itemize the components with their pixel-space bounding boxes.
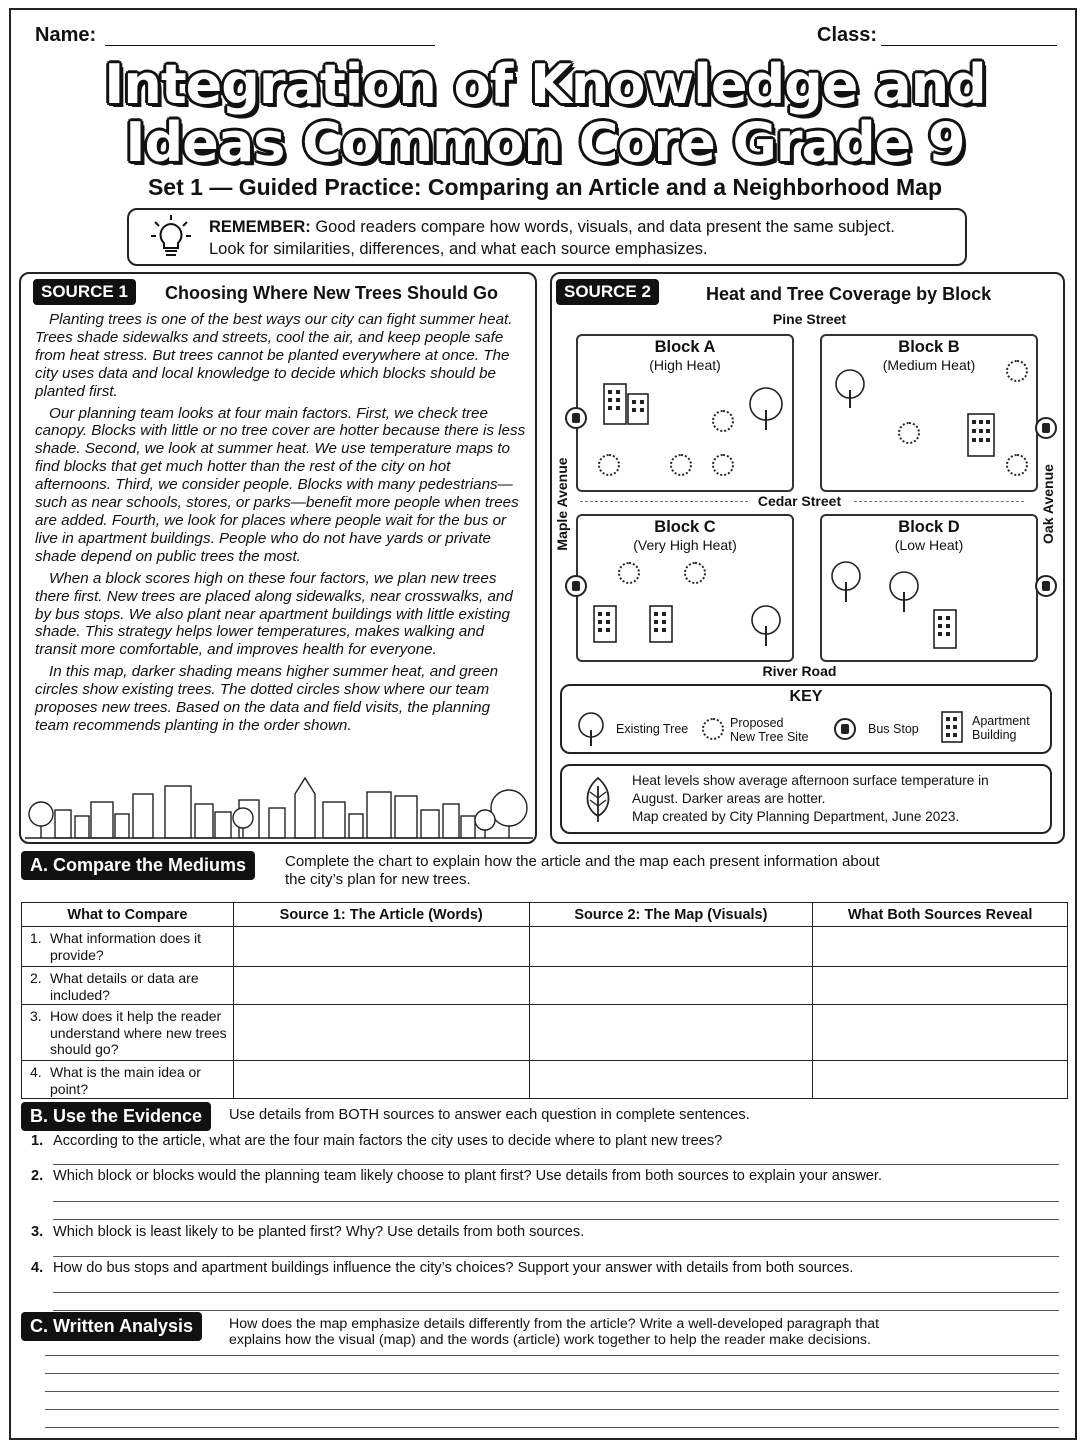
answer-cell[interactable] xyxy=(529,927,813,967)
article-paragraph-4: In this map, darker shading means higher summer heat, and green circles show existing trees. The dotted circles show where our team proposes new trees. Based on the data and field visits, the planning team recommends planting in the order shown. xyxy=(35,663,499,734)
block-c[interactable] xyxy=(576,514,794,662)
map-note-line-3: Map created by City Planning Department, June 2023. xyxy=(632,809,960,824)
row-text: What information does it provide? xyxy=(50,930,201,963)
section-c-instructions xyxy=(229,1316,879,1348)
bus-stop-icon xyxy=(1035,575,1057,597)
street-label-middle: Cedar Street xyxy=(757,493,842,509)
article-paragraph-3: When a block scores high on these four factors, we plan new trees there first. New trees are placed along sidewalks, near crosswalks, and by bus stops. We also plant near apartment buildings with little existing shade. This strategy helps lower temperatures, makes walking and transit more comfortable, and improves health for everyone. xyxy=(35,569,513,659)
class-field[interactable] xyxy=(881,24,1057,46)
cedar-street-line-left xyxy=(580,501,748,502)
key-apartment-label xyxy=(972,714,1030,742)
class-label: Class: xyxy=(817,24,878,46)
question-text: Which block or blocks would the planning team likely choose to plant first? Use details from both sources to explain your answer. xyxy=(53,1168,883,1184)
existing-tree-icon xyxy=(886,570,922,614)
existing-tree-icon xyxy=(828,560,864,604)
name-field[interactable] xyxy=(105,24,435,46)
table-header: Source 2: The Map (Visuals) xyxy=(529,903,813,927)
answer-cell[interactable] xyxy=(813,1061,1068,1099)
map-note xyxy=(560,764,1052,834)
answer-line[interactable] xyxy=(53,1256,1059,1257)
existing-tree-icon xyxy=(576,712,606,748)
apartment-icon xyxy=(592,604,618,644)
source2-panel xyxy=(550,272,1065,844)
lightbulb-icon xyxy=(149,214,193,260)
remember-label: REMEMBER: xyxy=(209,218,311,236)
key-proposed-line-1: Proposed xyxy=(730,716,784,730)
source1-panel xyxy=(19,272,537,844)
row-prompt xyxy=(22,1061,234,1099)
worksheet-page xyxy=(9,8,1077,1440)
answer-cell[interactable] xyxy=(233,967,529,1005)
leaf-icon xyxy=(580,776,616,824)
key-proposed-line-2: New Tree Site xyxy=(730,730,809,744)
remember-box xyxy=(127,208,967,266)
bus-stop-icon xyxy=(565,575,587,597)
map-note-line-2: August. Darker areas are hotter. xyxy=(632,791,826,806)
street-label-bottom: River Road xyxy=(762,663,837,679)
section-c-instructions-line-1: How does the map emphasize details differently from the article? Write a well-developed paragraph that xyxy=(229,1316,880,1332)
key-proposed-label xyxy=(730,716,809,744)
existing-tree-icon xyxy=(748,604,784,648)
bus-stop-icon xyxy=(565,407,587,429)
key-apartment-line-1: Apartment xyxy=(972,714,1030,728)
source2-tag: SOURCE 2 xyxy=(556,279,659,305)
street-label-top: Pine Street xyxy=(772,311,847,327)
question-text: According to the article, what are the four main factors the city uses to decide where to plant new trees? xyxy=(53,1133,723,1149)
answer-line[interactable] xyxy=(45,1409,1059,1410)
table-row xyxy=(22,927,1068,967)
row-prompt xyxy=(22,967,234,1005)
section-c-tag: C. Written Analysis xyxy=(21,1312,202,1341)
article-paragraph-2: Our planning team looks at four main factors. First, we check tree canopy. Blocks with little or no tree cover are hotter because there is less shade. Second, we look at summer heat. We use temperature maps to find blocks that get much hotter than the rest of the city on hot afternoons. Third, we consider people. Blocks with many pedestrians—such as near schools, stores, or parks—benefit more people when trees are added. Fourth, we look for places where people wait for the bus or live in apartment buildings. People who do not have yards or private shade depend on public trees the most. xyxy=(35,404,526,565)
remember-line-1: Good readers compare how words, visuals, and data present the same subject. xyxy=(315,218,895,236)
apartment-icon xyxy=(940,710,964,744)
remember-line-2: Look for similarities, differences, and what each source emphasizes. xyxy=(209,240,708,258)
apartment-icon xyxy=(966,412,996,458)
table-row xyxy=(22,1061,1068,1099)
answer-cell[interactable] xyxy=(233,927,529,967)
subtitle: Set 1 — Guided Practice: Comparing an Article and a Neighborhood Map xyxy=(147,174,943,200)
existing-tree-icon xyxy=(832,368,868,410)
answer-cell[interactable] xyxy=(813,967,1068,1005)
block-b[interactable] xyxy=(820,334,1038,492)
article-paragraph-1: Planting trees is one of the best ways our city can fight summer heat. Trees shade sidewalks and streets, cool the air, and keep people safe from heat stress. But trees cannot be planted everywhere at once. The city uses data and local knowledge to decide which blocks should be planted first. xyxy=(35,311,513,400)
answer-line[interactable] xyxy=(53,1219,1059,1220)
row-number: 1. xyxy=(30,930,42,946)
question-number: 4. xyxy=(31,1260,44,1276)
key-apartment-line-2: Building xyxy=(972,728,1017,742)
row-text: What details or data are included? xyxy=(50,970,199,1003)
source2-title: Heat and Tree Coverage by Block xyxy=(706,284,992,304)
street-label-right: Oak Avenue xyxy=(1040,464,1056,544)
row-text: What is the main idea or point? xyxy=(50,1064,201,1097)
answer-cell[interactable] xyxy=(529,967,813,1005)
map-key xyxy=(560,684,1052,754)
source1-title: Choosing Where New Trees Should Go xyxy=(165,283,499,303)
answer-line[interactable] xyxy=(53,1201,1059,1202)
title-line-1: Integration of Knowledge and xyxy=(104,53,986,116)
cedar-street-line-right xyxy=(854,501,1024,502)
key-existing-tree-label: Existing Tree xyxy=(616,722,689,736)
section-a-tag: A. Compare the Mediums xyxy=(21,851,255,880)
section-c-instructions-line-2: explains how the visual (map) and the words (article) work together to help the reader make decisions. xyxy=(229,1332,871,1348)
block-a[interactable] xyxy=(576,334,794,492)
source1-article xyxy=(35,311,527,739)
answer-line[interactable] xyxy=(45,1355,1059,1356)
name-label: Name: xyxy=(35,24,97,46)
block-d-name: Block D xyxy=(898,518,960,536)
apartment-icon xyxy=(648,604,674,644)
question-number: 3. xyxy=(31,1224,44,1240)
answer-line[interactable] xyxy=(45,1391,1059,1392)
answer-cell[interactable] xyxy=(233,1061,529,1099)
block-a-name: Block A xyxy=(654,338,716,356)
row-number: 3. xyxy=(30,1008,42,1024)
section-b-tag: B. Use the Evidence xyxy=(21,1102,211,1131)
answer-cell[interactable] xyxy=(233,1005,529,1061)
answer-cell[interactable] xyxy=(529,1005,813,1061)
section-a-instructions-line-2: the city’s plan for new trees. xyxy=(285,871,471,888)
block-a-heat: (High Heat) xyxy=(649,357,721,373)
question-3 xyxy=(31,1224,584,1240)
answer-line[interactable] xyxy=(53,1292,1059,1293)
question-4 xyxy=(31,1260,853,1276)
proposed-tree-site-icon xyxy=(702,718,724,740)
answer-line[interactable] xyxy=(53,1310,1059,1311)
title-line-2: Ideas Common Core Grade 9 xyxy=(125,111,965,174)
block-c-heat: (Very High Heat) xyxy=(633,537,737,553)
table-header-row xyxy=(22,903,1068,927)
answer-line[interactable] xyxy=(45,1427,1059,1428)
answer-line[interactable] xyxy=(45,1373,1059,1374)
proposed-tree-site-icon xyxy=(684,562,706,584)
section-a-instructions xyxy=(285,853,880,889)
proposed-tree-site-icon xyxy=(670,454,692,476)
answer-line[interactable] xyxy=(53,1164,1059,1165)
proposed-tree-site-icon xyxy=(1006,360,1028,382)
table-header: What Both Sources Reveal xyxy=(813,903,1068,927)
row-number: 2. xyxy=(30,970,42,986)
section-a-instructions-line-1: Complete the chart to explain how the article and the map each present information about xyxy=(285,853,880,870)
answer-cell[interactable] xyxy=(529,1061,813,1099)
table-row xyxy=(22,967,1068,1005)
key-title: KEY xyxy=(789,688,823,705)
question-text: Which block is least likely to be planted first? Why? Use details from both sources. xyxy=(53,1224,585,1240)
proposed-tree-site-icon xyxy=(712,454,734,476)
question-text: How do bus stops and apartment buildings influence the city’s choices? Support your answer with details from both sources. xyxy=(53,1260,854,1276)
comparison-table xyxy=(21,902,1068,1099)
block-b-name: Block B xyxy=(898,338,960,356)
table-header: What to Compare xyxy=(22,903,234,927)
answer-cell[interactable] xyxy=(813,927,1068,967)
question-number: 2. xyxy=(31,1168,44,1184)
row-prompt xyxy=(22,927,234,967)
proposed-tree-site-icon xyxy=(598,454,620,476)
row-text: How does it help the reader understand where new trees should go? xyxy=(50,1008,227,1057)
question-1 xyxy=(31,1133,722,1149)
block-b-heat: (Medium Heat) xyxy=(882,357,976,373)
block-d[interactable] xyxy=(820,514,1038,662)
table-row xyxy=(22,1005,1068,1061)
existing-tree-icon xyxy=(746,386,786,432)
question-2 xyxy=(31,1168,882,1184)
bus-stop-icon xyxy=(834,718,856,740)
street-label-left: Maple Avenue xyxy=(554,457,570,551)
answer-cell[interactable] xyxy=(813,1005,1068,1061)
question-number: 1. xyxy=(31,1133,44,1149)
apartment-icon xyxy=(602,382,654,428)
proposed-tree-site-icon xyxy=(898,422,920,444)
map-note-text xyxy=(632,772,989,826)
table-header: Source 1: The Article (Words) xyxy=(233,903,529,927)
city-skyline-illustration xyxy=(25,774,533,842)
row-number: 4. xyxy=(30,1064,42,1080)
block-c-name: Block C xyxy=(654,518,716,536)
apartment-icon xyxy=(932,608,958,650)
section-b-instructions: Use details from BOTH sources to answer each question in complete sentences. xyxy=(229,1107,750,1123)
map-note-line-1: Heat levels show average afternoon surface temperature in xyxy=(632,773,989,788)
proposed-tree-site-icon xyxy=(712,410,734,432)
bus-stop-icon xyxy=(1035,417,1057,439)
row-prompt xyxy=(22,1005,234,1061)
block-d-heat: (Low Heat) xyxy=(894,537,964,553)
proposed-tree-site-icon xyxy=(1006,454,1028,476)
source1-tag: SOURCE 1 xyxy=(33,279,136,305)
key-bus-stop-label: Bus Stop xyxy=(868,722,919,736)
proposed-tree-site-icon xyxy=(618,562,640,584)
